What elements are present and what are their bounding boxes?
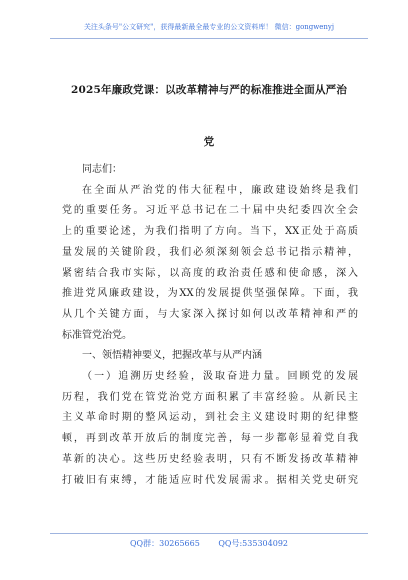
- paragraph-line: 在全面从严治党的伟大征程中，廉政建设始终是我们: [82, 184, 358, 196]
- header-divider: [50, 38, 368, 39]
- paragraph-line: 顿，再到改革开放后的制度完善，每一步都彰显着党自我: [62, 433, 358, 445]
- paragraph-line: （一）追溯历史经验，汲取奋进力量。回顾党的发展: [82, 371, 358, 383]
- paragraph-line: 紧密结合我市实际，以高度的政治责任感和使命感，深入: [62, 267, 358, 279]
- footer-qq-number: QQ号:535304092: [218, 539, 288, 548]
- paragraph-1: [62, 181, 358, 347]
- paragraph-line: 革新的决心。这些历史经验表明，只有不断发扬改革精神: [62, 453, 358, 465]
- document-body: [62, 160, 358, 491]
- paragraph-line: 党的重要任务。习近平总书记在二十届中央纪委四次全会: [62, 205, 358, 217]
- paragraph-line: 打破旧有束缚，才能适应时代发展需求。据相关党史研究: [62, 474, 358, 486]
- footer-qq-group: QQ群：30265665: [129, 539, 200, 548]
- paragraph-line: 推进党风廉政建设，为XX的发展提供坚强保障。下面，我: [62, 288, 358, 300]
- paragraph-line: 从几个关键方面，与大家深入探讨如何以改革精神和严的: [62, 308, 358, 320]
- footer-contact: [50, 538, 368, 549]
- header-banner: 关注头条号"公文研究"，获得最新最全最专业的公文资料库！ 微信：gongwenyj: [83, 23, 335, 31]
- section-heading-1: 一、领悟精神要义，把握改革与从严内涵: [82, 350, 262, 362]
- paragraph-line: 量发展的关键阶段，我们必须深刻领会总书记指示精神，: [62, 246, 358, 258]
- footer-divider: [50, 533, 368, 534]
- title-line-2: 党: [203, 136, 215, 148]
- greeting: 同志们：: [82, 164, 122, 175]
- paragraph-2: [62, 367, 358, 491]
- paragraph-line: 主义革命时期的整风运动，到社会主义建设时期的纪律整: [62, 412, 358, 424]
- paragraph-line: 标准管党治党。: [62, 329, 132, 341]
- document-title: [50, 64, 368, 168]
- paragraph-line: 历程，我们党在管党治党方面积累了丰富经验。从新民主: [62, 391, 358, 403]
- title-line-1: 2025年廉政党课：以改革精神与严的标准推进全面从严治: [70, 84, 348, 96]
- paragraph-line: 上的重要论述，为我们指明了方向。当下，XX正处于高质: [62, 226, 358, 238]
